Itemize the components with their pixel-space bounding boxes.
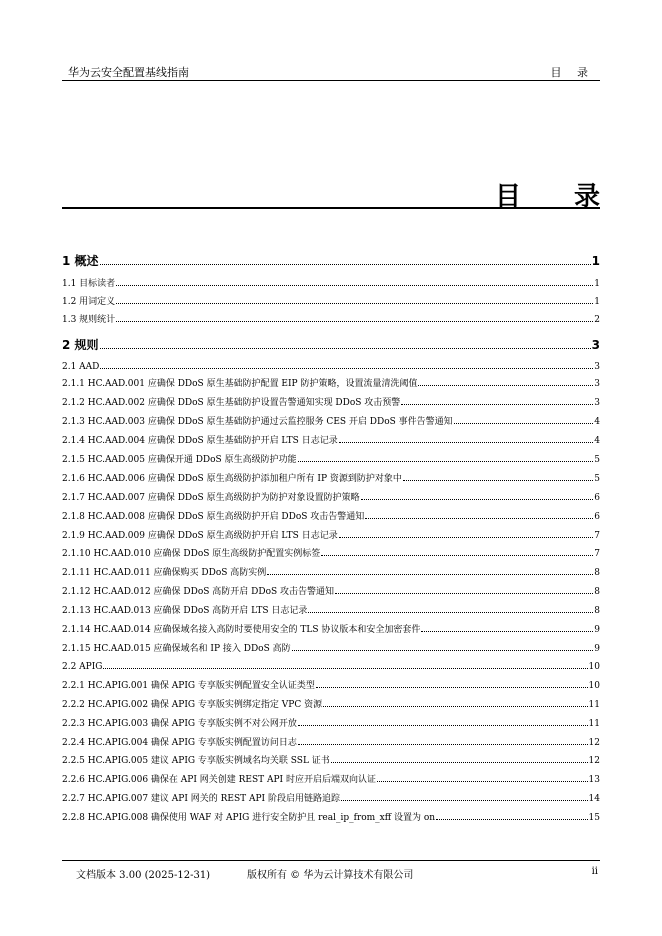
- toc-entry[interactable]: [62, 773, 600, 786]
- footer-page-number: ii: [591, 866, 598, 877]
- toc-dot-leader: [321, 547, 593, 556]
- toc-entry-title: 2.1.13 HC.AAD.013 应确保 DDoS 高防开启 LTS 日志记录: [62, 606, 308, 616]
- toc-entry[interactable]: [62, 736, 600, 749]
- toc-entry[interactable]: [62, 623, 600, 636]
- page-footer: [62, 860, 600, 881]
- toc-entry[interactable]: [62, 434, 600, 447]
- toc-entry-title: 2.2 APIG: [62, 662, 103, 672]
- toc-entry-page: 4: [594, 417, 600, 427]
- toc-entry-title: 2.1.8 HC.AAD.008 应确保 DDoS 原生高级防护开启 DDoS 攻击告警通知: [62, 512, 365, 522]
- toc-entry-page: 11: [588, 700, 600, 710]
- toc-entry-title: 2.1.6 HC.AAD.006 应确保 DDoS 原生高级防护添加租户所有 IP 资源到防护对象中: [62, 474, 402, 484]
- toc-entry-title: 1 概述: [62, 254, 99, 268]
- toc-entry-title: 2.2.8 HC.APIG.008 确保使用 WAF 对 APIG 进行安全防护且 real_ip_from_xff 设置为 on: [62, 813, 436, 823]
- toc-entry-title: 2.1.11 HC.AAD.011 应确保购买 DDoS 高防实例: [62, 568, 267, 578]
- header-section: 目 录: [550, 66, 594, 79]
- toc-entry[interactable]: [62, 360, 600, 373]
- toc-entry-page: 3: [591, 338, 600, 352]
- toc-dot-leader: [100, 360, 593, 369]
- toc-entry-title: 2.2.7 HC.APIG.007 建议 API 网关的 REST API 阶段启用链路追踪: [62, 794, 340, 804]
- toc-entry-page: 2: [594, 315, 600, 325]
- toc-dot-leader: [339, 434, 594, 443]
- toc-entry[interactable]: [62, 660, 600, 673]
- toc-entry[interactable]: [62, 415, 600, 428]
- toc-dot-leader: [339, 529, 594, 538]
- toc-entry-page: 1: [591, 254, 600, 268]
- toc-dot-leader: [331, 754, 588, 763]
- toc-entry-page: 10: [588, 681, 600, 691]
- toc-entry-page: 9: [594, 625, 600, 635]
- toc-dot-leader: [421, 623, 593, 632]
- toc-entry-title: 2.2.3 HC.APIG.003 确保 APIG 专享版实例不对公网开放: [62, 719, 297, 729]
- toc-dot-leader: [401, 396, 593, 405]
- toc-entry[interactable]: [62, 277, 600, 290]
- footer-copyright: 版权所有 © 华为云计算技术有限公司: [247, 870, 414, 881]
- toc-dot-leader: [341, 792, 588, 801]
- toc-entry-page: 15: [588, 813, 600, 823]
- toc-entry[interactable]: [62, 313, 600, 326]
- toc-entry-title: 2.2.1 HC.APIG.001 确保 APIG 专享版实例配置安全认证类型: [62, 681, 315, 691]
- toc-entry-page: 3: [594, 398, 600, 408]
- toc-entry-page: 6: [594, 512, 600, 522]
- title-rule: [62, 207, 600, 209]
- page-header: [62, 60, 600, 81]
- toc-entry-page: 1: [594, 279, 600, 289]
- toc-entry-page: 4: [594, 436, 600, 446]
- toc-entry[interactable]: [62, 811, 600, 824]
- toc-dot-leader: [403, 472, 593, 481]
- toc-dot-leader: [316, 679, 588, 688]
- toc-title: 目 录: [494, 182, 622, 212]
- toc-entry-title: 2.1.9 HC.AAD.009 应确保 DDoS 原生高级防护开启 LTS 日志记录: [62, 531, 338, 541]
- toc-entry-page: 11: [588, 719, 600, 729]
- toc-entry-title: 1.2 用词定义: [62, 297, 116, 307]
- toc-entry-page: 9: [594, 644, 600, 654]
- toc-entry[interactable]: [62, 698, 600, 711]
- toc-entry[interactable]: [62, 338, 600, 352]
- toc-entry-title: 2.1.4 HC.AAD.004 应确保 DDoS 原生基础防护开启 LTS 日志记录: [62, 436, 338, 446]
- toc-entry-title: 2.1.2 HC.AAD.002 应确保 DDoS 原生基础防护设置告警通知实现 DDoS 攻击预警: [62, 398, 401, 408]
- toc-entry[interactable]: [62, 585, 600, 598]
- toc-entry[interactable]: [62, 754, 600, 767]
- toc-dot-leader: [365, 510, 593, 519]
- toc-entry[interactable]: [62, 453, 600, 466]
- toc-entry[interactable]: [62, 604, 600, 617]
- toc-entry-title: 2.1.3 HC.AAD.003 应确保 DDoS 原生基础防护通过云监控服务 CES 开启 DDoS 事件告警通知: [62, 417, 453, 427]
- toc-entry-title: 2.1.12 HC.AAD.012 应确保 DDoS 高防开启 DDoS 攻击告警通知: [62, 587, 335, 597]
- toc-entry-title: 2.1.10 HC.AAD.010 应确保 DDoS 原生高级防护配置实例标签: [62, 549, 321, 559]
- toc-entry-title: 1.3 规则统计: [62, 315, 116, 325]
- toc-entry-title: 1.1 目标读者: [62, 279, 116, 289]
- toc-dot-leader: [323, 698, 587, 707]
- toc-entry-page: 13: [588, 775, 600, 785]
- toc-entry-page: 3: [594, 379, 600, 389]
- toc-entry-page: 12: [588, 756, 600, 766]
- toc-entry-page: 7: [594, 531, 600, 541]
- toc-entry-title: 2.2.4 HC.APIG.004 确保 APIG 专享版实例配置访问日志: [62, 738, 297, 748]
- toc-dot-leader: [267, 566, 593, 575]
- toc-entry-page: 8: [594, 568, 600, 578]
- toc-entry-page: 14: [588, 794, 600, 804]
- toc-entry[interactable]: [62, 377, 600, 390]
- toc-dot-leader: [298, 736, 588, 745]
- toc-entry-page: 10: [588, 662, 600, 672]
- toc-entry[interactable]: [62, 491, 600, 504]
- toc-dot-leader: [116, 295, 593, 304]
- toc-dot-leader: [418, 377, 593, 386]
- toc-dot-leader: [361, 491, 594, 500]
- footer-version: 文档版本 3.00 (2025-12-31): [76, 870, 211, 881]
- toc-entry[interactable]: [62, 396, 600, 409]
- toc-dot-leader: [116, 277, 593, 286]
- toc-entry-page: 6: [594, 493, 600, 503]
- toc-entry[interactable]: [62, 679, 600, 692]
- toc-dot-leader: [100, 254, 591, 265]
- toc-entry-page: 8: [594, 606, 600, 616]
- toc-dot-leader: [116, 313, 593, 322]
- toc-entry[interactable]: [62, 717, 600, 730]
- toc-entry-title: 2.2.2 HC.APIG.002 确保 APIG 专享版实例绑定指定 VPC 资源: [62, 700, 323, 710]
- toc-entry-page: 5: [594, 455, 600, 465]
- toc-entry-page: 5: [594, 474, 600, 484]
- toc-entry-title: 2.1.14 HC.AAD.014 应确保域名接入高防时要使用安全的 TLS 协议版本和安全加密套件: [62, 625, 421, 635]
- toc-dot-leader: [335, 585, 593, 594]
- toc-dot-leader: [298, 717, 588, 726]
- header-doc-title: 华为云安全配置基线指南: [68, 66, 189, 79]
- toc-entry[interactable]: [62, 472, 600, 485]
- toc-dot-leader: [100, 338, 591, 349]
- toc-dot-leader: [308, 604, 593, 613]
- toc-entry-page: 3: [594, 362, 600, 372]
- toc-entry[interactable]: [62, 566, 600, 579]
- toc-entry[interactable]: [62, 547, 600, 560]
- toc-entry-title: 2.1.1 HC.AAD.001 应确保 DDoS 原生基础防护配置 EIP 防护策略，设置流量清洗阈值: [62, 379, 418, 389]
- toc-entry-page: 8: [594, 587, 600, 597]
- toc-entry[interactable]: [62, 642, 600, 655]
- toc-entry[interactable]: [62, 254, 600, 268]
- toc-entry[interactable]: [62, 510, 600, 523]
- toc-entry[interactable]: [62, 529, 600, 542]
- toc-entry-title: 2.2.6 HC.APIG.006 确保在 API 网关创建 REST API 时应开启后端双向认证: [62, 775, 376, 785]
- toc-entry-title: 2.1.15 HC.AAD.015 应确保域名和 IP 接入 DDoS 高防: [62, 644, 291, 654]
- toc-dot-leader: [292, 642, 594, 651]
- toc-dot-leader: [103, 660, 587, 669]
- toc-entry-title: 2.1.5 HC.AAD.005 应确保开通 DDoS 原生高级防护功能: [62, 455, 297, 465]
- toc-entry[interactable]: [62, 295, 600, 308]
- toc-dot-leader: [298, 453, 594, 462]
- toc-entry-title: 2.2.5 HC.APIG.005 建议 APIG 专享版实例域名均关联 SSL 证书: [62, 756, 330, 766]
- toc-entry-title: 2.1.7 HC.AAD.007 应确保 DDoS 原生高级防护为防护对象设置防护策略: [62, 493, 360, 503]
- toc-entry-page: 7: [594, 549, 600, 559]
- toc-entry-title: 2 规则: [62, 338, 99, 352]
- toc-entry-page: 12: [588, 738, 600, 748]
- toc-entry[interactable]: [62, 792, 600, 805]
- toc-dot-leader: [377, 773, 588, 782]
- toc-entry-page: 1: [594, 297, 600, 307]
- toc-dot-leader: [436, 811, 587, 820]
- toc-dot-leader: [454, 415, 594, 424]
- toc-entry-title: 2.1 AAD: [62, 362, 100, 372]
